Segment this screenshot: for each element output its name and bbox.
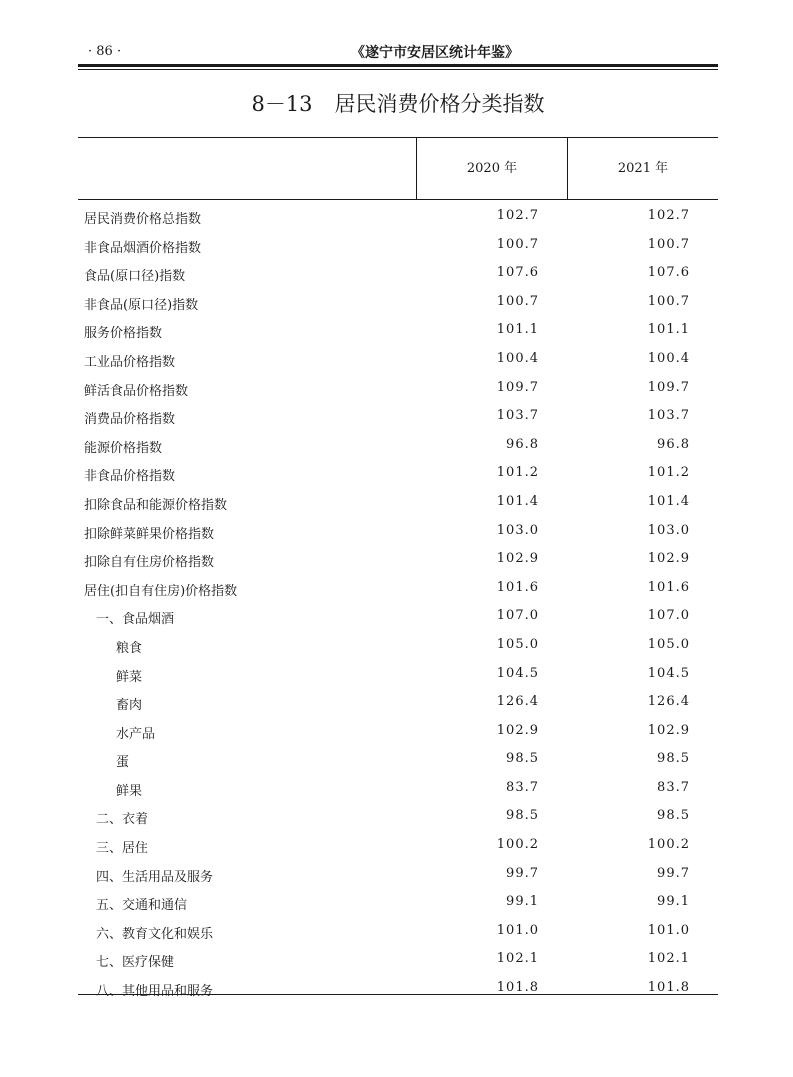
- row-label: 畜肉: [116, 698, 143, 714]
- row-label: 五、交通和通信: [96, 898, 188, 914]
- table-row: [78, 888, 718, 917]
- table-row: [78, 488, 718, 517]
- value-2021: 102.9: [647, 722, 690, 738]
- value-2020: 98.5: [506, 751, 539, 767]
- value-2020: 100.2: [496, 837, 539, 853]
- value-2021: 100.2: [647, 837, 690, 853]
- table-row: [78, 831, 718, 860]
- row-label: 鲜果: [116, 783, 143, 799]
- row-label: 六、教育文化和娱乐: [96, 926, 214, 942]
- row-label: 粮食: [116, 640, 143, 656]
- value-2020: 107.0: [496, 608, 539, 624]
- value-2021: 100.7: [647, 236, 690, 252]
- value-2020: 103.7: [496, 408, 539, 424]
- value-2020: 101.0: [496, 922, 539, 938]
- page-number: · 86 ·: [88, 44, 122, 59]
- value-2021: 101.6: [647, 579, 690, 595]
- value-2021: 101.0: [647, 922, 690, 938]
- table-row: [78, 202, 718, 231]
- row-label: 八、其他用品和服务: [96, 984, 214, 1000]
- value-2020: 101.4: [496, 493, 539, 509]
- value-2021: 100.4: [647, 350, 690, 366]
- row-label: 水产品: [116, 726, 156, 742]
- value-2020: 109.7: [496, 379, 539, 395]
- value-2021: 107.6: [647, 265, 690, 281]
- row-label: 消费品价格指数: [84, 412, 176, 428]
- row-label: 居住(扣自有住房)价格指数: [84, 583, 238, 599]
- row-label: 三、居住: [96, 841, 149, 857]
- value-2020: 101.8: [496, 980, 539, 996]
- header-rule-thick: [78, 64, 718, 67]
- value-2020: 101.2: [496, 465, 539, 481]
- value-2020: 101.1: [496, 322, 539, 338]
- row-label: 四、生活用品及服务: [96, 869, 214, 885]
- value-2021: 96.8: [657, 436, 690, 452]
- value-2021: 105.0: [647, 636, 690, 652]
- value-2021: 101.2: [647, 465, 690, 481]
- value-2021: 101.1: [647, 322, 690, 338]
- table-title: 居民消费价格分类指数: [334, 92, 545, 116]
- row-label: 扣除食品和能源价格指数: [84, 497, 228, 513]
- row-label: 扣除自有住房价格指数: [84, 555, 215, 571]
- row-label: 能源价格指数: [84, 440, 163, 456]
- table-row: [78, 631, 718, 660]
- value-2021: 103.7: [647, 408, 690, 424]
- table-row: [78, 974, 718, 1003]
- value-2020: 100.7: [496, 293, 539, 309]
- table-heading: [78, 88, 718, 118]
- row-label: 非食品价格指数: [84, 469, 176, 485]
- value-2020: 105.0: [496, 636, 539, 652]
- value-2021: 109.7: [647, 379, 690, 395]
- value-2021: 107.0: [647, 608, 690, 624]
- row-label: 非食品(原口径)指数: [84, 297, 199, 313]
- table-row: [78, 316, 718, 345]
- table-row: [78, 517, 718, 546]
- value-2020: 102.9: [496, 551, 539, 567]
- value-2020: 100.7: [496, 236, 539, 252]
- row-label: 服务价格指数: [84, 326, 163, 342]
- column-header-2021: 2021 年: [617, 161, 669, 176]
- row-label: 七、医疗保健: [96, 955, 175, 971]
- value-2021: 103.0: [647, 522, 690, 538]
- value-2020: 83.7: [506, 779, 539, 795]
- row-label: 非食品烟酒价格指数: [84, 240, 202, 256]
- value-2020: 102.9: [496, 722, 539, 738]
- value-2020: 103.0: [496, 522, 539, 538]
- value-2020: 101.6: [496, 579, 539, 595]
- value-2021: 101.4: [647, 493, 690, 509]
- table-row: [78, 545, 718, 574]
- table-row: [78, 774, 718, 803]
- table-row: [78, 660, 718, 689]
- row-label: 一、食品烟酒: [96, 612, 175, 628]
- row-label: 工业品价格指数: [84, 354, 176, 370]
- table-row: [78, 345, 718, 374]
- row-label: 鲜活食品价格指数: [84, 383, 189, 399]
- value-2020: 99.7: [506, 865, 539, 881]
- column-header-2020: 2020 年: [466, 161, 518, 176]
- value-2020: 98.5: [506, 808, 539, 824]
- table-row: [78, 602, 718, 631]
- table-row: [78, 374, 718, 403]
- value-2020: 104.5: [496, 665, 539, 681]
- row-label: 蛋: [116, 755, 130, 771]
- table-row: [78, 259, 718, 288]
- table-row: [78, 945, 718, 974]
- value-2020: 126.4: [496, 694, 539, 710]
- table-number: 8－13: [251, 92, 313, 116]
- row-label: 食品(原口径)指数: [84, 269, 186, 285]
- value-2021: 83.7: [657, 779, 690, 795]
- statistics-table: [78, 137, 718, 1000]
- book-title: 《遂宁市安居区统计年鉴》: [351, 45, 519, 61]
- value-2020: 96.8: [506, 436, 539, 452]
- table-row: [78, 288, 718, 317]
- table-row: [78, 402, 718, 431]
- row-label: 居民消费价格总指数: [84, 212, 202, 227]
- header-rule-thin: [78, 69, 718, 70]
- value-2021: 98.5: [657, 808, 690, 824]
- value-2021: 99.7: [657, 865, 690, 881]
- value-2020: 102.1: [496, 951, 539, 967]
- value-2021: 126.4: [647, 694, 690, 710]
- value-2021: 102.7: [647, 208, 690, 223]
- table-row: [78, 917, 718, 946]
- value-2020: 100.4: [496, 350, 539, 366]
- table-body: [78, 202, 718, 1003]
- value-2021: 101.8: [647, 980, 690, 996]
- row-label: 扣除鲜菜鲜果价格指数: [84, 526, 215, 542]
- value-2021: 100.7: [647, 293, 690, 309]
- table-row: [78, 574, 718, 603]
- value-2020: 102.7: [496, 208, 539, 223]
- row-label: 二、衣着: [96, 812, 149, 828]
- table-row: [78, 459, 718, 488]
- value-2021: 99.1: [657, 894, 690, 910]
- table-row: [78, 231, 718, 260]
- table-row: [78, 717, 718, 746]
- table-row: [78, 802, 718, 831]
- row-label: 鲜菜: [116, 669, 143, 685]
- table-row: [78, 860, 718, 889]
- value-2021: 98.5: [657, 751, 690, 767]
- table-row: [78, 688, 718, 717]
- table-row: [78, 745, 718, 774]
- value-2020: 99.1: [506, 894, 539, 910]
- value-2021: 102.1: [647, 951, 690, 967]
- value-2020: 107.6: [496, 265, 539, 281]
- table-header: [78, 138, 718, 200]
- value-2021: 104.5: [647, 665, 690, 681]
- value-2021: 102.9: [647, 551, 690, 567]
- table-row: [78, 431, 718, 460]
